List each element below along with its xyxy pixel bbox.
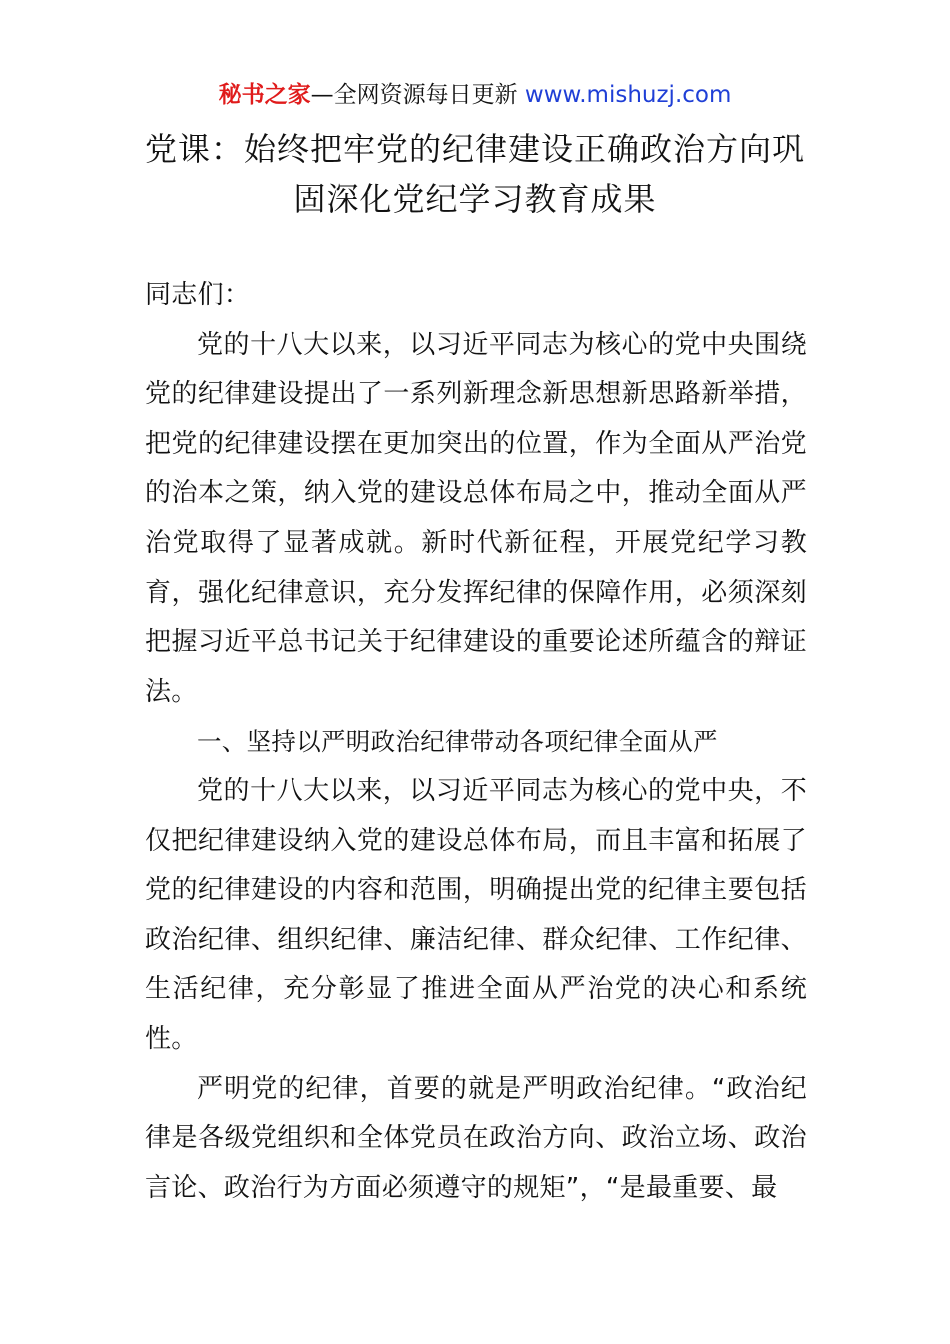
site-brand: 秘书之家 — [218, 82, 311, 108]
document-body — [145, 271, 807, 1213]
site-header — [0, 78, 950, 112]
salutation: 同志们： — [145, 280, 251, 310]
document-title: 党课：始终把牢党的纪律建设正确政治方向巩固深化党纪学习教育成果 — [144, 130, 805, 218]
site-tagline: —全网资源每日更新 — [310, 82, 518, 108]
section-heading: 一、坚持以严明政治纪律带动各项纪律全面从严 — [197, 727, 718, 757]
site-url-link[interactable]: www.mishuzj.com — [524, 82, 732, 108]
body-paragraph: 严明党的纪律，首要的就是严明政治纪律。“政治纪律是各级党组织和全体党员在政治方向、政治立场、政治言论、政治行为方面必须遵守的规矩”，“是最重要、最 — [145, 1073, 807, 1203]
body-paragraph: 党的十八大以来，以习近平同志为核心的党中央围绕党的纪律建设提出了一系列新理念新思想新思路新举措，把党的纪律建设摆在更加突出的位置，作为全面从严治党的治本之策，纳入党的建设总体布局之中，推动全面从严治党取得了显著成就。新时代新征程，开展党纪学习教育，强化纪律意识，充分发挥纪律的保障作用，必须深刻把握习近平总书记关于纪律建设的重要论述所蕴含的辩证法。 — [145, 329, 807, 707]
body-paragraph: 党的十八大以来，以习近平同志为核心的党中央，不仅把纪律建设纳入党的建设总体布局，而且丰富和拓展了党的纪律建设的内容和范围，明确提出党的纪律主要包括政治纪律、组织纪律、廉洁纪律、群众纪律、工作纪律、生活纪律，充分彰显了推进全面从严治党的决心和系统性。 — [145, 775, 807, 1054]
